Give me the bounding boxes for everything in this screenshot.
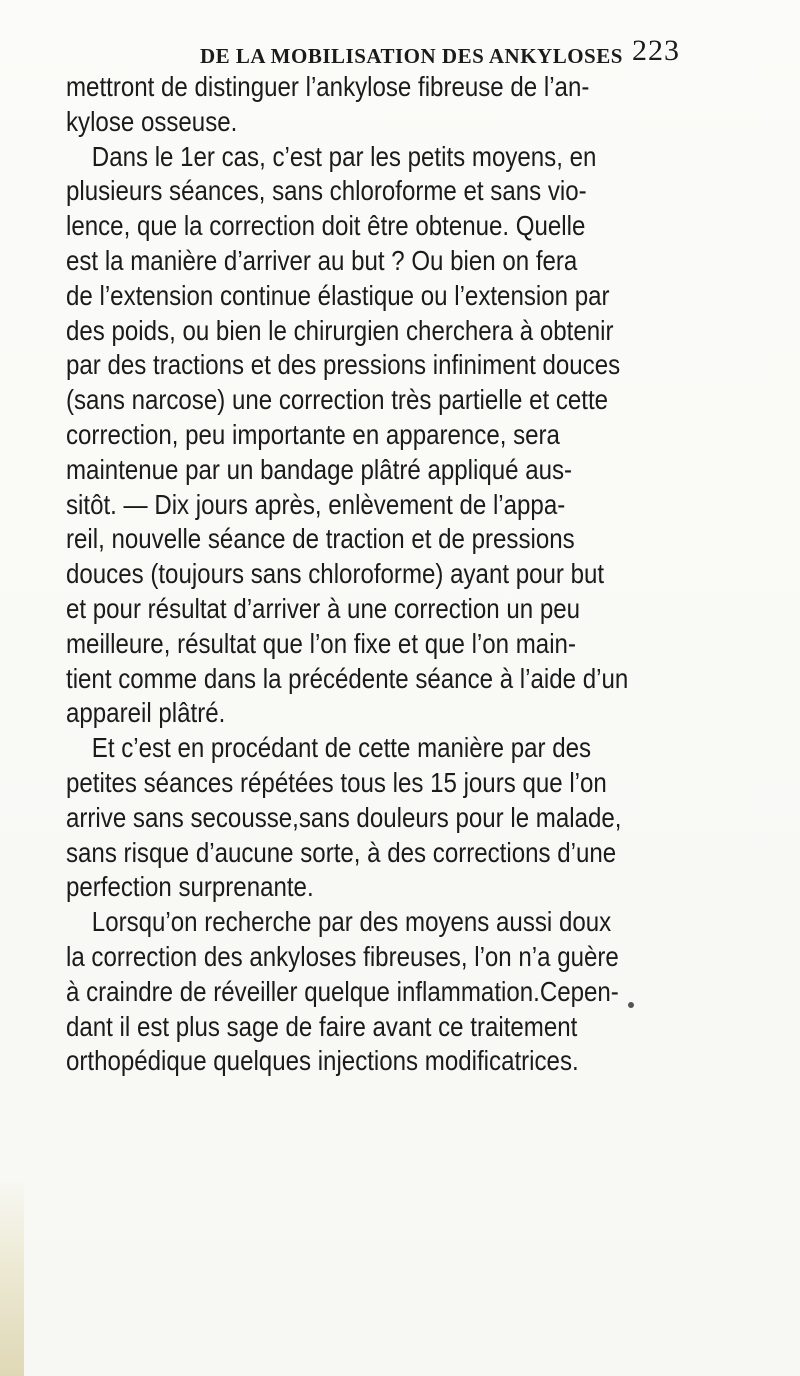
- text-line: des poids, ou bien le chirurgien cherchera à obtenir: [66, 314, 614, 346]
- text-line: lence, que la correction doit être obtenue. Quelle: [66, 210, 586, 242]
- text-line: perfection surprenante.: [66, 871, 314, 903]
- text-line: et pour résultat d’arriver à une correction un peu: [66, 592, 580, 624]
- text-line: (sans narcose) une correction très partielle et cette: [66, 384, 609, 416]
- text-line: petites séances répétées tous les 15 jours que l’on: [66, 766, 607, 798]
- text-line: est la manière d’arriver au but ? Ou bien on fera: [66, 244, 578, 276]
- text-line: mettront de distinguer l’ankylose fibreuse de l’an-: [66, 71, 590, 102]
- ink-dot: [628, 1002, 634, 1008]
- text-line: Et c’est en procédant de cette manière par des: [91, 732, 592, 764]
- text-line: orthopédique quelques injections modificatrices.: [66, 1045, 579, 1077]
- text-line: correction, peu importante en apparence, sera: [66, 418, 560, 450]
- body-text: [66, 70, 629, 1079]
- text-line: dant il est plus sage de faire avant ce traitement: [66, 1010, 578, 1042]
- text-line: par des tractions et des pressions infiniment douces: [66, 349, 621, 381]
- text-line: la correction des ankyloses fibreuses, l’on n’a guère: [66, 940, 619, 972]
- text-line: maintenue par un bandage plâtré appliqué aus-: [66, 453, 573, 485]
- text-line: appareil plâtré.: [66, 697, 226, 729]
- text-line: tient comme dans la précédente séance à l’aide d’un: [66, 662, 629, 694]
- text-line: douces (toujours sans chloroforme) ayant pour but: [66, 558, 605, 590]
- text-line: meilleure, résultat que l’on fixe et que l’on main-: [66, 627, 576, 659]
- running-title: DE LA MOBILISATION DES ANKYLOSES: [200, 44, 623, 68]
- text-line: Dans le 1er cas, c’est par les petits moyens, en: [91, 140, 597, 172]
- page-number: 223: [632, 34, 680, 67]
- page-edge-stain: [0, 1180, 24, 1376]
- text-line: reil, nouvelle séance de traction et de pressions: [66, 523, 575, 555]
- text-line: de l’extension continue élastique ou l’extension par: [66, 279, 610, 311]
- text-line: sitôt. — Dix jours après, enlèvement de l’appa-: [66, 488, 566, 520]
- text-line: sans risque d’aucune sorte, à des corrections d’une: [66, 836, 617, 868]
- text-line: kylose osseuse.: [66, 105, 238, 137]
- text-line: arrive sans secousse,sans douleurs pour le malade,: [66, 801, 622, 833]
- running-head: [200, 34, 680, 74]
- text-line: plusieurs séances, sans chloroforme et sans vio-: [66, 175, 587, 207]
- text-line: Lorsqu’on recherche par des moyens aussi doux: [91, 906, 612, 938]
- text-line: à craindre de réveiller quelque inflammation.Cepen-: [66, 975, 619, 1007]
